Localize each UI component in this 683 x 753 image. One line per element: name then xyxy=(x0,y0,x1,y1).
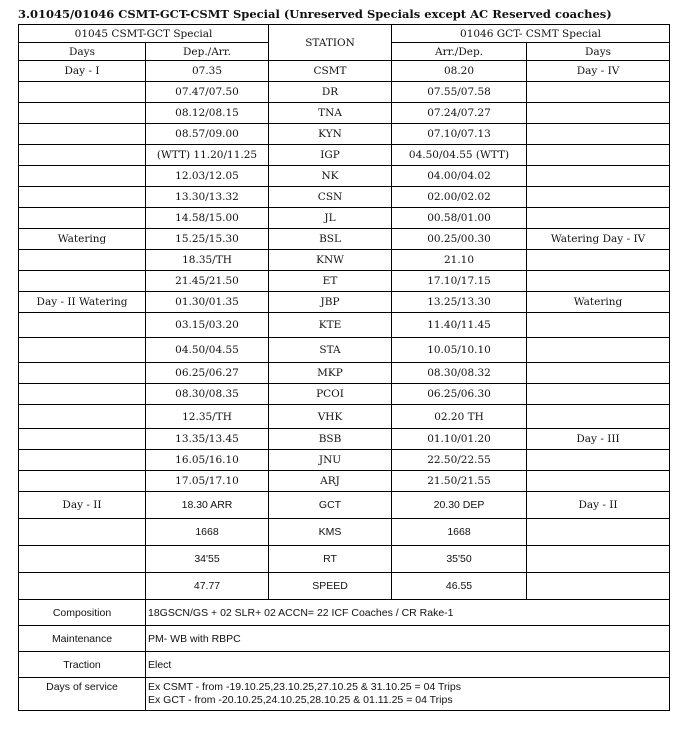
days-left-cell: Watering xyxy=(19,229,146,250)
station-cell: CSMT xyxy=(269,61,392,82)
table-row xyxy=(19,405,670,429)
dep-time-cell: 07.35 xyxy=(146,61,269,82)
station-cell: KYN xyxy=(269,124,392,145)
days-right-cell xyxy=(527,519,670,546)
table-row xyxy=(19,61,670,82)
table-row xyxy=(19,573,670,600)
days-left-cell xyxy=(19,450,146,471)
days-right-cell: Day - IV xyxy=(527,61,670,82)
dep-time-cell: 18.35/TH xyxy=(146,250,269,271)
days-right-cell xyxy=(527,145,670,166)
arr-time-cell: 1668 xyxy=(392,519,527,546)
arr-time-cell: 07.24/07.27 xyxy=(392,103,527,124)
arr-time-cell: 00.58/01.00 xyxy=(392,208,527,229)
days-left-cell xyxy=(19,429,146,450)
dep-time-cell: 14.58/15.00 xyxy=(146,208,269,229)
days-left-cell xyxy=(19,471,146,492)
arr-time-cell: 07.10/07.13 xyxy=(392,124,527,145)
station-cell: KMS xyxy=(269,519,392,546)
days-right-cell xyxy=(527,450,670,471)
days-right-cell xyxy=(527,103,670,124)
days-right-cell xyxy=(527,313,670,338)
dep-time-cell: 06.25/06.27 xyxy=(146,363,269,384)
days-left-cell xyxy=(19,546,146,573)
days-right-cell: Watering xyxy=(527,292,670,313)
maintenance-value: PM- WB with RBPC xyxy=(146,626,670,652)
table-row xyxy=(19,471,670,492)
station-cell: GCT xyxy=(269,492,392,519)
days-left-cell xyxy=(19,208,146,229)
days-left-cell xyxy=(19,103,146,124)
arr-time-cell: 06.25/06.30 xyxy=(392,384,527,405)
table-row xyxy=(19,271,670,292)
station-cell: BSL xyxy=(269,229,392,250)
arr-time-cell: 17.10/17.15 xyxy=(392,271,527,292)
arr-time-cell: 08.30/08.32 xyxy=(392,363,527,384)
arr-time-cell: 07.55/07.58 xyxy=(392,82,527,103)
arr-time-cell: 11.40/11.45 xyxy=(392,313,527,338)
dep-time-cell: 07.47/07.50 xyxy=(146,82,269,103)
days-right-cell xyxy=(527,573,670,600)
days-right-cell xyxy=(527,208,670,229)
days-left-heading: Days xyxy=(19,43,146,61)
composition-value: 18GSCN/GS + 02 SLR+ 02 ACCN= 22 ICF Coaches / CR Rake-1 xyxy=(146,600,670,626)
days-left-cell xyxy=(19,519,146,546)
days-right-cell: Day - III xyxy=(527,429,670,450)
days-left-cell xyxy=(19,384,146,405)
days-left-cell xyxy=(19,187,146,208)
dep-time-cell: 13.30/13.32 xyxy=(146,187,269,208)
days-right-cell xyxy=(527,405,670,429)
page-title: 3.01045/01046 CSMT-GCT-CSMT Special (Unreserved Specials except AC Reserved coaches) xyxy=(18,7,612,21)
dep-time-cell: 08.30/08.35 xyxy=(146,384,269,405)
dep-time-cell: 16.05/16.10 xyxy=(146,450,269,471)
station-cell: MKP xyxy=(269,363,392,384)
table-row xyxy=(19,338,670,363)
days-right-cell xyxy=(527,124,670,145)
arr-time-cell: 46.55 xyxy=(392,573,527,600)
station-cell: DR xyxy=(269,82,392,103)
table-row xyxy=(19,145,670,166)
dep-time-cell: 21.45/21.50 xyxy=(146,271,269,292)
arr-time-cell: 04.50/04.55 (WTT) xyxy=(392,145,527,166)
dep-time-cell: 13.35/13.45 xyxy=(146,429,269,450)
dep-time-cell: (WTT) 11.20/11.25 xyxy=(146,145,269,166)
table-row xyxy=(19,546,670,573)
station-cell: ARJ xyxy=(269,471,392,492)
service-line-gct: Ex GCT - from -20.10.25,24.10.25,28.10.25 & 01.11.25 = 04 Trips xyxy=(148,694,453,706)
days-right-heading: Days xyxy=(527,43,670,61)
arr-time-cell: 35'50 xyxy=(392,546,527,573)
days-right-cell xyxy=(527,250,670,271)
table-row xyxy=(19,429,670,450)
station-heading: STATION xyxy=(269,25,392,61)
table-row xyxy=(19,82,670,103)
arr-time-cell: 10.05/10.10 xyxy=(392,338,527,363)
days-left-cell xyxy=(19,573,146,600)
right-train-heading: 01046 GCT- CSMT Special xyxy=(392,25,670,43)
station-cell: JNU xyxy=(269,450,392,471)
station-cell: NK xyxy=(269,166,392,187)
days-right-cell xyxy=(527,187,670,208)
dep-time-cell: 08.12/08.15 xyxy=(146,103,269,124)
days-left-cell xyxy=(19,313,146,338)
arr-time-cell: 02.20 TH xyxy=(392,405,527,429)
arr-time-cell: 01.10/01.20 xyxy=(392,429,527,450)
dep-time-cell: 12.03/12.05 xyxy=(146,166,269,187)
days-left-cell xyxy=(19,166,146,187)
dep-time-cell: 08.57/09.00 xyxy=(146,124,269,145)
table-row xyxy=(19,166,670,187)
station-cell: CSN xyxy=(269,187,392,208)
arr-time-cell: 04.00/04.02 xyxy=(392,166,527,187)
arr-time-cell: 02.00/02.02 xyxy=(392,187,527,208)
table-row xyxy=(19,384,670,405)
days-right-cell xyxy=(527,546,670,573)
service-line-csmt: Ex CSMT - from -19.10.25,23.10.25,27.10.25 & 31.10.25 = 04 Trips xyxy=(148,681,461,693)
days-left-cell xyxy=(19,250,146,271)
days-right-cell xyxy=(527,471,670,492)
days-left-cell xyxy=(19,363,146,384)
days-right-cell: Watering Day - IV xyxy=(527,229,670,250)
days-left-cell xyxy=(19,405,146,429)
table-row xyxy=(19,450,670,471)
station-cell: KTE xyxy=(269,313,392,338)
station-cell: PCOI xyxy=(269,384,392,405)
days-right-cell xyxy=(527,82,670,103)
dep-arr-heading: Dep./Arr. xyxy=(146,43,269,61)
dep-time-cell: 34'55 xyxy=(146,546,269,573)
arr-time-cell: 20.30 DEP xyxy=(392,492,527,519)
station-cell: ET xyxy=(269,271,392,292)
days-left-cell: Day - I xyxy=(19,61,146,82)
maintenance-label: Maintenance xyxy=(19,626,146,652)
dep-time-cell: 03.15/03.20 xyxy=(146,313,269,338)
days-left-cell: Day - II Watering xyxy=(19,292,146,313)
station-cell: JBP xyxy=(269,292,392,313)
arr-time-cell: 08.20 xyxy=(392,61,527,82)
station-cell: JL xyxy=(269,208,392,229)
dep-time-cell: 04.50/04.55 xyxy=(146,338,269,363)
days-left-cell xyxy=(19,338,146,363)
table-row xyxy=(19,187,670,208)
dep-time-cell: 17.05/17.10 xyxy=(146,471,269,492)
arr-time-cell: 13.25/13.30 xyxy=(392,292,527,313)
dep-time-cell: 47.77 xyxy=(146,573,269,600)
arr-dep-heading: Arr./Dep. xyxy=(392,43,527,61)
station-cell: TNA xyxy=(269,103,392,124)
station-cell: SPEED xyxy=(269,573,392,600)
station-cell: STA xyxy=(269,338,392,363)
table-row xyxy=(19,208,670,229)
days-right-cell xyxy=(527,363,670,384)
arr-time-cell: 21.10 xyxy=(392,250,527,271)
days-right-cell xyxy=(527,338,670,363)
station-cell: KNW xyxy=(269,250,392,271)
table-row xyxy=(19,103,670,124)
days-left-cell: Day - II xyxy=(19,492,146,519)
days-of-service-value xyxy=(146,678,670,711)
station-cell: VHK xyxy=(269,405,392,429)
days-right-cell: Day - II xyxy=(527,492,670,519)
table-row xyxy=(19,250,670,271)
dep-time-cell: 1668 xyxy=(146,519,269,546)
dep-time-cell: 12.35/TH xyxy=(146,405,269,429)
table-row xyxy=(19,292,670,313)
table-row xyxy=(19,124,670,145)
station-cell: IGP xyxy=(269,145,392,166)
days-right-cell xyxy=(527,384,670,405)
station-cell: BSB xyxy=(269,429,392,450)
traction-value: Elect xyxy=(146,652,670,678)
arr-time-cell: 21.50/21.55 xyxy=(392,471,527,492)
traction-label: Traction xyxy=(19,652,146,678)
arr-time-cell: 22.50/22.55 xyxy=(392,450,527,471)
station-cell: RT xyxy=(269,546,392,573)
days-right-cell xyxy=(527,166,670,187)
days-left-cell xyxy=(19,145,146,166)
timetable xyxy=(18,24,670,711)
dep-time-cell: 15.25/15.30 xyxy=(146,229,269,250)
dep-time-cell: 18.30 ARR xyxy=(146,492,269,519)
dep-time-cell: 01.30/01.35 xyxy=(146,292,269,313)
days-left-cell xyxy=(19,82,146,103)
composition-label: Composition xyxy=(19,600,146,626)
days-right-cell xyxy=(527,271,670,292)
table-row xyxy=(19,492,670,519)
table-row xyxy=(19,519,670,546)
days-left-cell xyxy=(19,124,146,145)
arr-time-cell: 00.25/00.30 xyxy=(392,229,527,250)
table-row xyxy=(19,363,670,384)
days-of-service-label: Days of service xyxy=(19,678,146,711)
table-row xyxy=(19,229,670,250)
table-row xyxy=(19,313,670,338)
days-left-cell xyxy=(19,271,146,292)
left-train-heading: 01045 CSMT-GCT Special xyxy=(19,25,269,43)
